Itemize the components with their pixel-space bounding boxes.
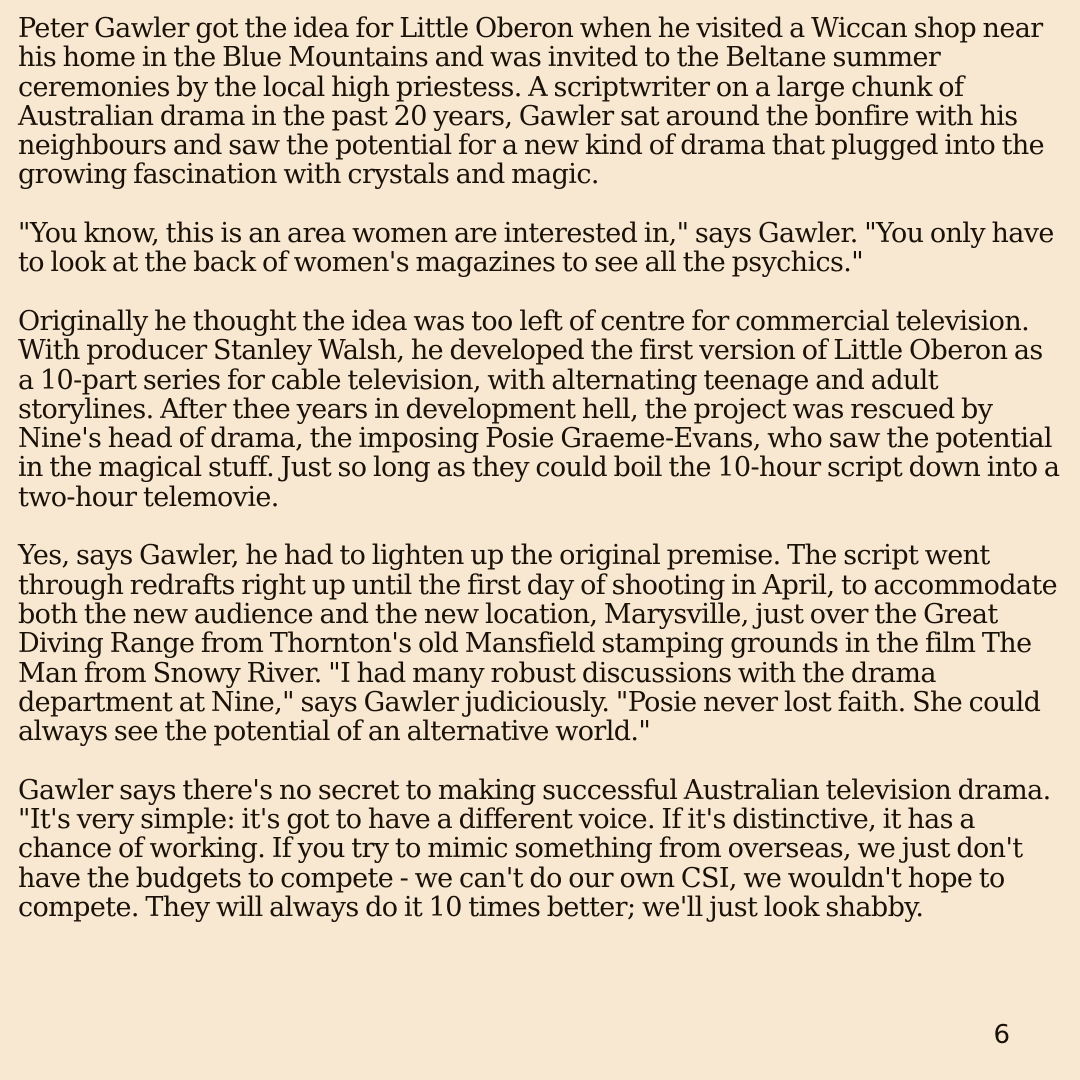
paragraph-1: Peter Gawler got the idea for Little Oberon when he visited a Wiccan shop near his home in the Blue Mountains and was invited to the Beltane summer ceremonies by the local high priestess. A scriptwriter on a large chunk of Australian drama in the past 20 years, Gawler sat around the bonfire with his neighbours and saw the potential for a new kind of drama that plugged into the growing fascination with crystals and magic. — [18, 13, 1045, 191]
paragraph-5: Gawler says there's no secret to making successful Australian television drama. "It's very simple: it's got to have a different voice. If it's distinctive, it has a chance of working. If you try to mimic something from overseas, we just don't have the budgets to compete - we can't do our own CSI, we wouldn't hope to compete. They will always do it 10 times better; we'll just look shabby. — [18, 774, 1051, 923]
paragraph-2: "You know, this is an area women are interested in," says Gawler. "You only have to look at the back of women's magazines to see all the psychics." — [18, 218, 1054, 279]
page-number: 6 — [993, 1020, 1010, 1050]
paragraph-4: Yes, says Gawler, he had to lighten up the original premise. The script went through redrafts right up until the first day of shooting in April, to accommodate both the new audience and the new location, Marysville, just over the Great Diving Range from Thornton's old Mansfield stamping grounds in the film The Man from Snowy River. "I had many robust discussions with the drama department at Nine," says Gawler judiciously. "Posie never lost faith. She could always see the potential of an alternative world." — [18, 540, 1058, 748]
paragraph-3: Originally he thought the idea was too left of centre for commercial television. With producer Stanley Walsh, he developed the first version of Little Oberon as a 10-part series for cable television, with alternating teenage and adult storylines. After thee years in development hell, the project was rescued by Nine's head of drama, the imposing Posie Graeme-Evans, who saw the potential in the magical stuff. Just so long as they could boil the 10-hour script down into a two-hour telemovie. — [18, 305, 1060, 513]
